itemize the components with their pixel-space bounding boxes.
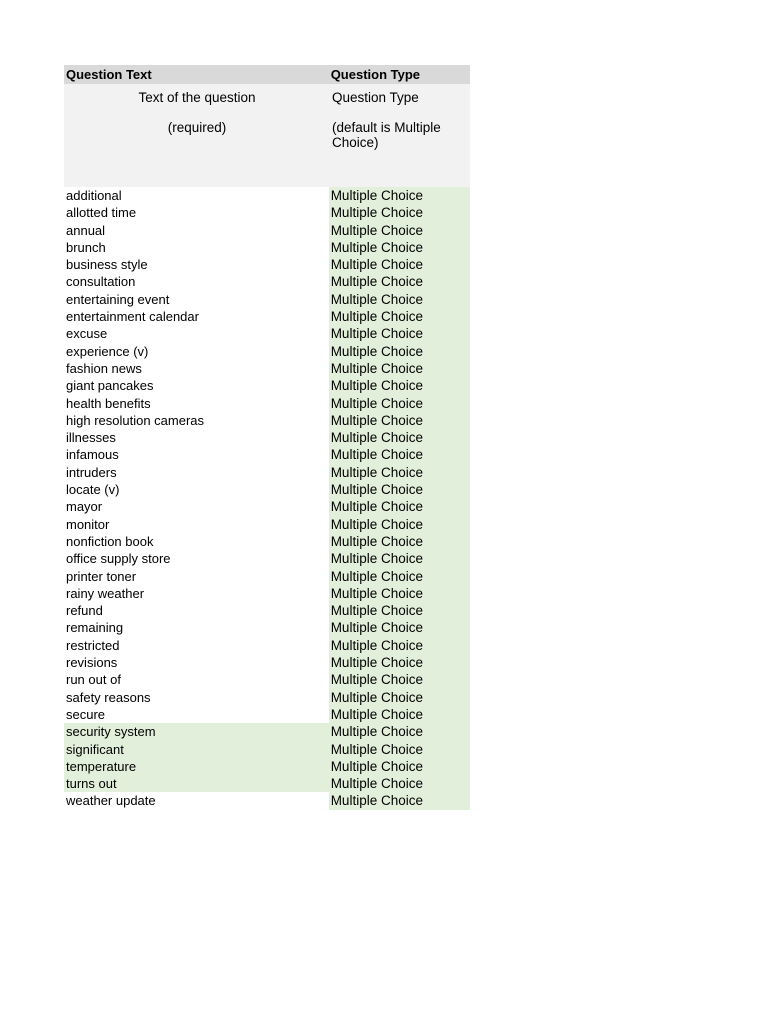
- question-type-cell[interactable]: Multiple Choice: [329, 792, 470, 809]
- question-text-cell[interactable]: significant: [64, 741, 329, 758]
- question-text-cell[interactable]: fashion news: [66, 360, 142, 376]
- table-row: [64, 377, 470, 394]
- table-row: [64, 516, 470, 533]
- table-row: [64, 637, 470, 654]
- description-question-text[interactable]: [64, 84, 330, 187]
- question-text-cell[interactable]: allotted time: [66, 205, 137, 221]
- question-type-cell[interactable]: Multiple Choice: [329, 256, 470, 273]
- question-type-cell[interactable]: Multiple Choice: [329, 360, 470, 377]
- question-type-cell[interactable]: Multiple Choice: [329, 343, 470, 360]
- description-question-type-line1: Question Type: [332, 90, 419, 105]
- question-text-cell[interactable]: office supply store: [66, 551, 171, 567]
- table-row: [64, 360, 470, 377]
- table-row: [64, 187, 470, 204]
- question-text-cell[interactable]: printer toner: [66, 568, 137, 584]
- header-row: [64, 65, 470, 84]
- question-type-cell[interactable]: Multiple Choice: [329, 654, 470, 671]
- table-row: [64, 550, 470, 567]
- question-text-cell[interactable]: secure: [66, 706, 106, 722]
- question-text-cell[interactable]: entertaining event: [66, 291, 170, 307]
- question-type-cell[interactable]: Multiple Choice: [329, 308, 470, 325]
- table-row: [64, 273, 470, 290]
- table-row: [64, 775, 470, 792]
- question-text-cell[interactable]: turns out: [64, 775, 329, 792]
- header-question-text[interactable]: Question Text: [66, 67, 152, 82]
- question-type-cell[interactable]: Multiple Choice: [329, 187, 470, 204]
- table-row: [64, 481, 470, 498]
- question-type-cell[interactable]: Multiple Choice: [329, 222, 470, 239]
- question-text-cell[interactable]: rainy weather: [66, 585, 145, 601]
- table-row: [64, 429, 470, 446]
- table-row: [64, 446, 470, 463]
- table-row: [64, 741, 470, 758]
- table-row: [64, 689, 470, 706]
- table-row: [64, 291, 470, 308]
- question-text-cell[interactable]: refund: [66, 603, 103, 619]
- question-text-cell[interactable]: mayor: [66, 499, 103, 515]
- description-question-type-line2: (default is Multiple Choice): [332, 120, 441, 150]
- question-type-cell[interactable]: Multiple Choice: [329, 204, 470, 221]
- table-row: [64, 654, 470, 671]
- table-row: [64, 239, 470, 256]
- question-text-cell[interactable]: run out of: [66, 672, 121, 688]
- question-type-cell[interactable]: Multiple Choice: [329, 464, 470, 481]
- table-row: [64, 723, 470, 740]
- question-text-cell[interactable]: revisions: [66, 655, 118, 671]
- table-row: [64, 308, 470, 325]
- question-type-cell[interactable]: Multiple Choice: [329, 723, 470, 740]
- question-text-cell[interactable]: entertainment calendar: [66, 309, 199, 325]
- table-row: [64, 222, 470, 239]
- question-type-cell[interactable]: Multiple Choice: [329, 498, 470, 515]
- table-row: [64, 585, 470, 602]
- question-text-cell[interactable]: health benefits: [66, 395, 151, 411]
- question-type-cell[interactable]: Multiple Choice: [329, 671, 470, 688]
- question-type-cell[interactable]: Multiple Choice: [329, 429, 470, 446]
- question-rows: [64, 187, 470, 810]
- question-text-cell[interactable]: excuse: [66, 326, 108, 342]
- question-text-cell[interactable]: illnesses: [66, 430, 116, 446]
- spreadsheet: [64, 65, 470, 810]
- question-text-cell[interactable]: brunch: [66, 239, 106, 255]
- question-text-cell[interactable]: remaining: [66, 620, 124, 636]
- table-row: [64, 412, 470, 429]
- question-text-cell[interactable]: experience (v): [66, 343, 149, 359]
- question-type-cell[interactable]: Multiple Choice: [329, 585, 470, 602]
- question-type-cell[interactable]: Multiple Choice: [329, 239, 470, 256]
- table-row: [64, 602, 470, 619]
- question-type-cell[interactable]: Multiple Choice: [329, 637, 470, 654]
- question-type-cell[interactable]: Multiple Choice: [329, 602, 470, 619]
- table-row: [64, 395, 470, 412]
- question-type-cell[interactable]: Multiple Choice: [329, 395, 470, 412]
- question-type-cell[interactable]: Multiple Choice: [329, 446, 470, 463]
- table-row: [64, 498, 470, 515]
- question-text-cell[interactable]: business style: [66, 257, 148, 273]
- question-type-cell[interactable]: Multiple Choice: [329, 706, 470, 723]
- question-type-cell[interactable]: Multiple Choice: [329, 568, 470, 585]
- table-row: [64, 256, 470, 273]
- table-row: [64, 464, 470, 481]
- description-question-type[interactable]: [330, 84, 470, 187]
- question-text-cell[interactable]: infamous: [66, 447, 119, 463]
- question-type-cell[interactable]: Multiple Choice: [329, 741, 470, 758]
- question-type-cell[interactable]: Multiple Choice: [329, 273, 470, 290]
- table-row: [64, 325, 470, 342]
- description-row: [64, 84, 470, 187]
- question-text-cell[interactable]: temperature: [64, 758, 329, 775]
- question-type-cell[interactable]: Multiple Choice: [329, 619, 470, 636]
- table-row: [64, 533, 470, 550]
- question-type-cell[interactable]: Multiple Choice: [329, 481, 470, 498]
- table-row: [64, 619, 470, 636]
- table-row: [64, 204, 470, 221]
- question-type-cell[interactable]: Multiple Choice: [329, 325, 470, 342]
- question-text-cell[interactable]: locate (v): [66, 482, 120, 498]
- question-text-cell[interactable]: weather update: [66, 793, 156, 809]
- table-row: [64, 671, 470, 688]
- question-type-cell[interactable]: Multiple Choice: [329, 775, 470, 792]
- question-text-cell[interactable]: additional: [66, 188, 122, 203]
- question-text-cell[interactable]: nonfiction book: [66, 533, 154, 549]
- table-row: [64, 758, 470, 775]
- question-type-cell[interactable]: Multiple Choice: [329, 412, 470, 429]
- description-question-text-line1: Text of the question: [138, 90, 256, 105]
- table-row: [64, 568, 470, 585]
- question-type-cell[interactable]: Multiple Choice: [329, 516, 470, 533]
- question-type-cell[interactable]: Multiple Choice: [329, 689, 470, 706]
- question-text-cell[interactable]: security system: [64, 723, 329, 740]
- question-text-cell[interactable]: annual: [66, 222, 106, 238]
- question-text-cell[interactable]: high resolution cameras: [66, 412, 205, 428]
- question-type-cell[interactable]: Multiple Choice: [329, 533, 470, 550]
- table-row: [64, 706, 470, 723]
- description-question-text-line2: (required): [167, 120, 227, 135]
- question-type-cell[interactable]: Multiple Choice: [329, 377, 470, 394]
- header-question-type[interactable]: Question Type: [330, 67, 421, 82]
- question-text-cell[interactable]: intruders: [66, 464, 117, 480]
- question-type-cell[interactable]: Multiple Choice: [329, 291, 470, 308]
- question-text-cell[interactable]: safety reasons: [66, 689, 151, 705]
- question-type-cell[interactable]: Multiple Choice: [329, 550, 470, 567]
- table-row: [64, 343, 470, 360]
- question-text-cell[interactable]: consultation: [66, 274, 136, 290]
- question-text-cell[interactable]: giant pancakes: [66, 378, 154, 394]
- question-text-cell[interactable]: monitor: [66, 516, 110, 532]
- question-text-cell[interactable]: restricted: [66, 637, 120, 653]
- question-type-cell[interactable]: Multiple Choice: [329, 758, 470, 775]
- table-row: [64, 792, 470, 809]
